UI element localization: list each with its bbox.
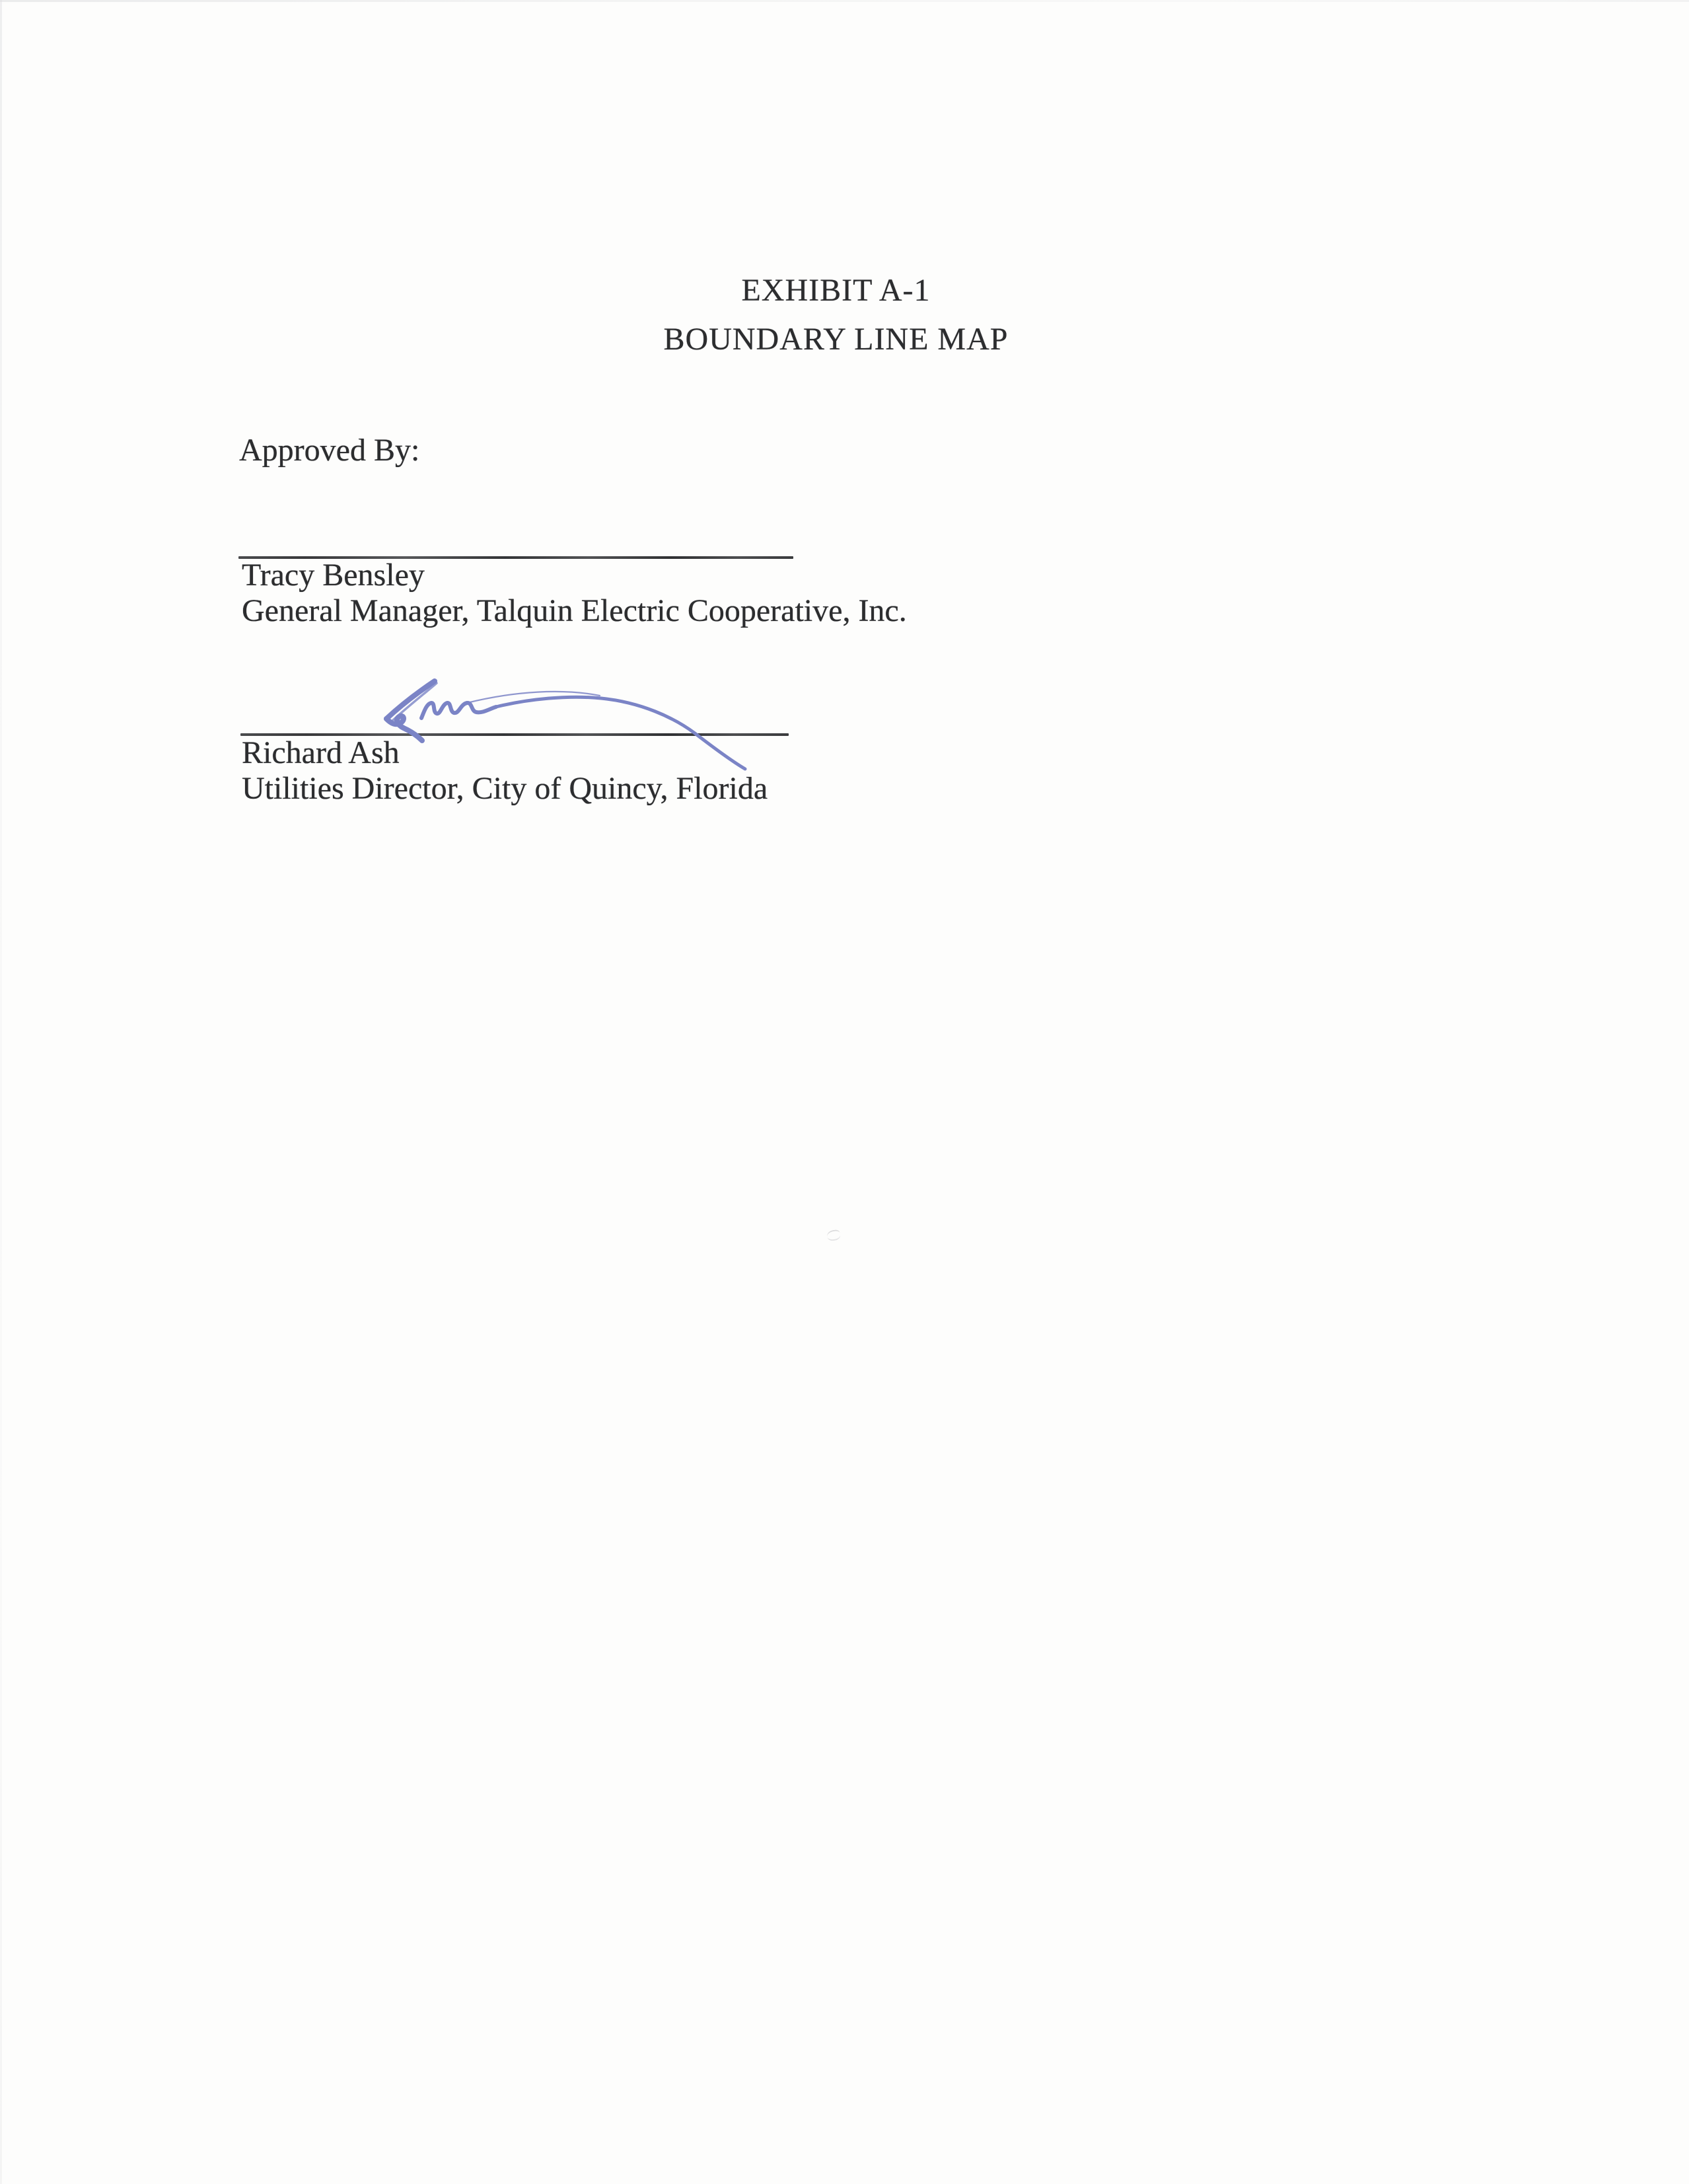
exhibit-subtitle: BOUNDARY LINE MAP [663, 322, 1009, 357]
handwritten-signature-ink [357, 661, 793, 793]
approved-by-label: Approved By: [239, 433, 420, 468]
signatory-name: Richard Ash [242, 735, 400, 770]
exhibit-title: EXHIBIT A-1 [741, 273, 931, 308]
scan-artifact-speck [826, 1229, 841, 1242]
signatory-name: Tracy Bensley [242, 558, 425, 593]
signatory-block-1 [242, 558, 907, 629]
title-block [0, 272, 1680, 358]
signatory-title: General Manager, Talquin Electric Cooperative, Inc. [242, 593, 907, 628]
signatory-title: Utilities Director, City of Quincy, Florida [242, 771, 768, 806]
